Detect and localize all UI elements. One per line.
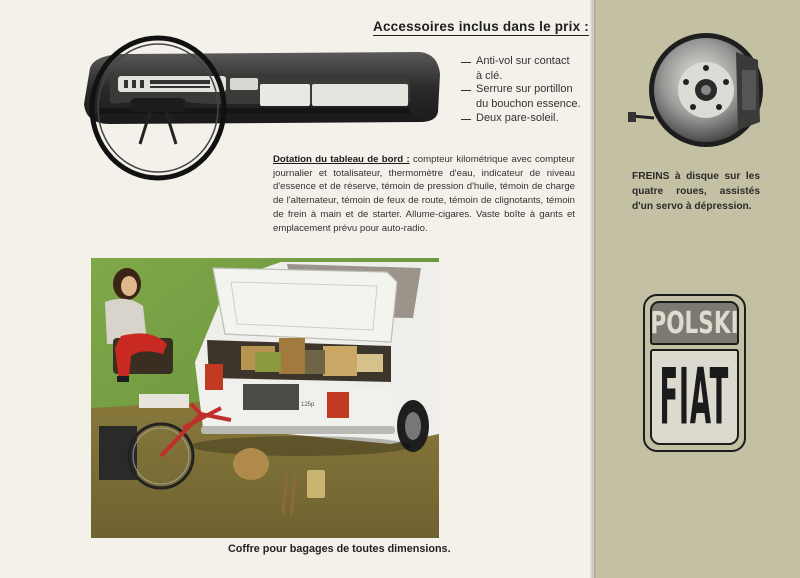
- logo-text-polski: POLSKI: [650, 305, 739, 341]
- picnic-basket: [233, 448, 269, 480]
- disc-brake-illustration: [626, 30, 766, 150]
- trunk-photo: [91, 258, 439, 538]
- glovebox: [312, 84, 408, 106]
- list-item-line: Serrure sur portillon: [476, 83, 573, 95]
- list-item-line: Anti-vol sur contact: [476, 55, 570, 67]
- list-item: [476, 54, 584, 84]
- logo-bottom-panel: [650, 349, 739, 445]
- list-dash: [461, 119, 471, 120]
- list-dash: [461, 90, 471, 91]
- dashboard-label: Dotation du tableau de bord :: [273, 154, 410, 165]
- page-spine: [590, 0, 596, 578]
- accessories-heading: Accessoires inclus dans le prix :: [373, 19, 589, 34]
- photo-caption: Coffre pour bagages de toutes dimensions.: [228, 543, 451, 555]
- trunk-photo-illustration: [91, 258, 439, 538]
- suitcase: [99, 426, 137, 480]
- luggage: [255, 352, 281, 372]
- polski-fiat-logo: [643, 294, 746, 452]
- tail-light: [205, 364, 223, 390]
- luggage: [357, 354, 383, 372]
- list-item: [476, 111, 584, 126]
- rear-bumper: [201, 426, 395, 434]
- list-item-line: à clé.: [476, 70, 503, 82]
- list-item: [476, 82, 584, 112]
- trunk-lid: [213, 268, 397, 342]
- thermos: [307, 470, 325, 498]
- logo-top-panel: [650, 301, 739, 345]
- list-item-line: du bouchon essence.: [476, 98, 581, 110]
- logo-text-fiat: FIAT: [659, 351, 730, 443]
- model-badge: 125p: [301, 402, 315, 408]
- list-item-line: Deux pare-soleil.: [476, 112, 559, 124]
- luggage: [305, 350, 325, 374]
- list-dash: [461, 62, 471, 63]
- dashboard-description: [273, 153, 575, 235]
- license-plate: [243, 384, 299, 410]
- tail-light: [327, 392, 349, 418]
- bag: [139, 394, 189, 408]
- brakes-description: FREINS à disque sur les quatre roues, assistés d'un servo à dépression.: [632, 171, 760, 212]
- luggage: [279, 338, 305, 374]
- dashboard-text: compteur kilométrique avec compteur journalier et totalisateur, thermomètre d'eau, indicateur de niveau d'essence et de réserve, témoin de pression d'huile, témoin de charge de l'alternateur, témoin de feux de route, témoin de clignotants, témoin de frein à main et de starter. Allume-cigares. Vaste boîte à gants et emplacement prévu pour auto-radio.: [273, 154, 575, 234]
- radio-slot: [260, 84, 310, 106]
- luggage: [323, 346, 357, 376]
